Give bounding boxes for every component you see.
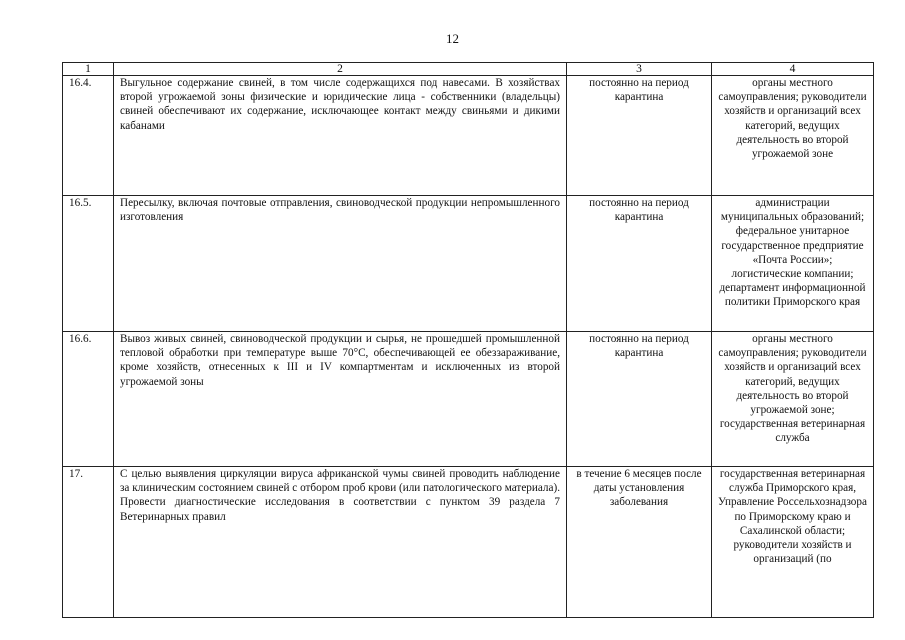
- column-header-responsible: 4: [712, 63, 874, 76]
- table-row: [63, 332, 874, 467]
- row-number: 16.4.: [63, 76, 114, 196]
- measures-table: [62, 62, 874, 618]
- column-header-measure: 2: [114, 63, 567, 76]
- column-header-number: 1: [63, 63, 114, 76]
- row-number: 17.: [63, 467, 114, 618]
- measure-text: Выгульное содержание свиней, в том числе содержащихся под навесами. В хозяйствах второй угрожаемой зоны физические и юридические лица - собственники (владельцы) свиней обеспечивают их содержание, исключающее контакт между свиньями и дикими кабанами: [114, 76, 567, 196]
- term-text: постоянно на период карантина: [567, 76, 712, 196]
- column-header-term: 3: [567, 63, 712, 76]
- page-number: 12: [446, 31, 459, 46]
- table-row: [63, 76, 874, 196]
- measure-text: Вывоз живых свиней, свиноводческой продукции и сырья, не прошедшей промышленной тепловой обработки при температуре выше 70°С, обеспечивающей ее обеззараживание, кроме хозяйств, отнесенных к III и IV компартментам и исключенных из второй угрожаемой зоны: [114, 332, 567, 467]
- term-text: постоянно на период карантина: [567, 196, 712, 332]
- responsible-text: администрации муниципальных образований; федеральное унитарное государственное предприятие «Почта России»; логистические компании; департамент информационной политики Приморского края: [712, 196, 874, 332]
- row-number: 16.6.: [63, 332, 114, 467]
- responsible-text: органы местного самоуправления; руководители хозяйств и организаций всех категорий, ведущих деятельность во второй угрожаемой зоне: [712, 76, 874, 196]
- term-text: в течение 6 месяцев после даты установления заболевания: [567, 467, 712, 618]
- measure-text: С целью выявления циркуляции вируса африканской чумы свиней проводить наблюдение за клиническим состоянием свиней с отбором проб крови (или патологического материала). Провести диагностические исследования в соответствии с пунктом 39 раздела 7 Ветеринарных правил: [114, 467, 567, 618]
- responsible-text: государственная ветеринарная служба Приморского края, Управление Россельхознадзора по Приморскому краю и Сахалинской области; руководители хозяйств и организаций (по: [712, 467, 874, 618]
- table-header-row: [63, 63, 874, 76]
- table-row: [63, 467, 874, 618]
- measure-text: Пересылку, включая почтовые отправления, свиноводческой продукции непромышленного изготовления: [114, 196, 567, 332]
- table-row: [63, 196, 874, 332]
- row-number: 16.5.: [63, 196, 114, 332]
- term-text: постоянно на период карантина: [567, 332, 712, 467]
- responsible-text: органы местного самоуправления; руководители хозяйств и организаций всех категорий, ведущих деятельность во второй угрожаемой зоне; государственная ветеринарная служба: [712, 332, 874, 467]
